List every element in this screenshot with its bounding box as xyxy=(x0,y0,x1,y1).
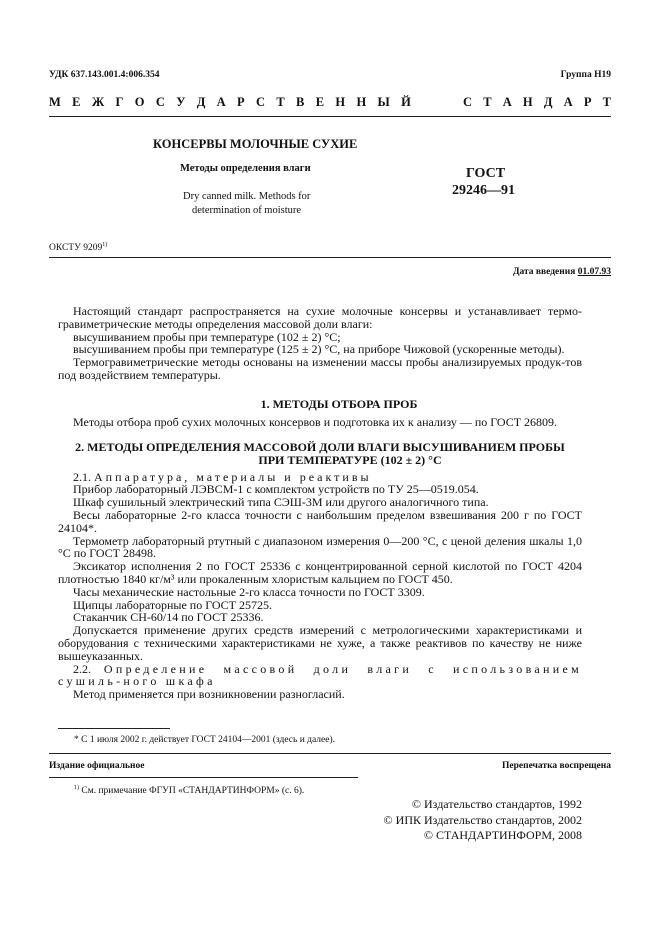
banner_left-letter: А xyxy=(216,95,226,109)
banner_right-letter: Н xyxy=(522,95,533,109)
subsection-2-1-number: 2.1. xyxy=(73,469,91,484)
banner_right-letter: С xyxy=(463,95,473,109)
equipment-list xyxy=(58,483,582,662)
equipment-item: Шкаф сушильный электрический типа СЭШ-3М или другого аналогичного типа. xyxy=(73,495,489,510)
section-2-heading-line-2: ПРИ ТЕМПЕРАТУРЕ (102 ± 2) °С xyxy=(258,452,442,467)
equipment-item: Прибор лабораторный ЛЭВСМ-1 с комплектом устройств по ТУ 25—0519.054. xyxy=(73,482,479,497)
subsection-2-1-title: Аппаратура, материалы и реактивы xyxy=(94,469,372,484)
intro-paragraph-4: Термогравиметрические методы основаны на изменении массы пробы анализируемых продук-тов под воздействием температуры. xyxy=(58,355,582,382)
english-title-line-2: determination of moisture xyxy=(192,205,302,216)
equipment-item: Щипцы лабораторные по ГОСТ 25725. xyxy=(73,597,272,612)
footer-note-mark: 1) xyxy=(74,785,79,791)
banner_left-letter: Д xyxy=(196,95,206,109)
standard-title: КОНСЕРВЫ МОЛОЧНЫЕ СУХИЕ xyxy=(153,137,358,151)
official-edition: Издание официальное xyxy=(49,761,145,771)
banner_right-letter: Т xyxy=(602,95,611,109)
banner_left-letter: М xyxy=(49,95,61,109)
equipment-item: Весы лабораторные 2-го класса точности с наибольшим пределом взвешивания 200 г по ГОСТ 24104*. xyxy=(58,507,582,535)
banner_left-letter: С xyxy=(155,95,165,109)
intro-paragraph-3: высушиванием пробы при температуре (125 ± 2) °С, на приборе Чижовой (ускоренные методы). xyxy=(73,342,565,357)
footnote-separator xyxy=(58,728,170,729)
okstu-code xyxy=(49,242,107,253)
section-1 xyxy=(58,398,582,429)
banner_left-letter: О xyxy=(134,95,145,109)
section-1-heading: 1. МЕТОДЫ ОТБОРА ПРОБ xyxy=(260,397,418,411)
banner_left-letter: С xyxy=(256,95,266,109)
group-code: Группа Н19 xyxy=(560,70,611,80)
footer-note xyxy=(74,785,304,796)
section-2-heading-line-1: 2. МЕТОДЫ ОПРЕДЕЛЕНИЯ МАССОВОЙ ДОЛИ ВЛАГИ ВЫСУШИВАНИЕМ ПРОБЫ xyxy=(75,440,565,454)
gost-number: 29246—91 xyxy=(452,183,515,198)
okstu-footnote-mark: 1) xyxy=(102,242,108,248)
subsection-2-2-title: Определение массовой доли влаги с использованием сушиль-ного шкафа xyxy=(58,661,582,689)
banner_left-letter: Н xyxy=(335,95,346,109)
header-rule xyxy=(49,116,611,117)
intro-paragraph-1: Настоящий стандарт распространяется на сухие молочные консервы и устанавливает термо-гравиметрические методы определения массовой доли влаги: xyxy=(58,304,582,331)
banner_left-letter: Е xyxy=(315,95,325,109)
okstu-label: ОКСТУ 9209 xyxy=(49,243,103,254)
banner-word-standard xyxy=(463,95,611,110)
okstu-rule xyxy=(49,257,611,258)
banner_left-letter: Т xyxy=(276,95,285,109)
banner_right-letter: А xyxy=(563,95,573,109)
banner_left-letter: Е xyxy=(72,95,81,109)
footnote-gost-24104: * С 1 июля 2002 г. действует ГОСТ 24104—2001 (здесь и далее). xyxy=(74,735,336,745)
equipment-item: Допускается применение других средств измерений с метрологическими характеристиками и оборудования с техническими характеристиками не хуже, а также реактивов по качеству не ниже вышеуказанных. xyxy=(58,623,582,663)
introduction-date xyxy=(513,267,611,277)
banner_right-letter: Т xyxy=(483,95,492,109)
banner_right-letter: А xyxy=(502,95,512,109)
footer-note-text: См. примечание ФГУП «СТАНДАРТИНФОРМ» (с. 6). xyxy=(81,786,305,797)
reprint-prohibited: Перепечатка воспрещена xyxy=(501,761,611,771)
introduction-date-label: Дата введения xyxy=(512,267,576,277)
equipment-item: Часы механические настольные 2-го класса точности по ГОСТ 3309. xyxy=(73,584,425,599)
copyright-line: © ИПК Издательство стандартов, 2002 xyxy=(383,812,582,827)
intro-paragraph-2: высушиванием пробы при температуре (102 ± 2) °С; xyxy=(73,329,341,344)
equipment-item: Стаканчик СН-60/14 по ГОСТ 25336. xyxy=(73,610,264,625)
section-1-text: Методы отбора проб сухих молочных консервов и подготовка их к анализу — по ГОСТ 26809. xyxy=(73,414,558,429)
banner_left-letter: У xyxy=(176,95,186,109)
footer-note-rule xyxy=(49,777,358,778)
banner_left-letter: Ж xyxy=(91,95,105,109)
copyright-line: © Издательство стандартов, 1992 xyxy=(411,797,582,811)
banner_left-letter: Г xyxy=(115,95,124,109)
banner_left-letter: В xyxy=(296,95,305,109)
standard-subtitle: Методы определения влаги xyxy=(180,163,311,174)
banner_left-letter: Р xyxy=(237,95,245,109)
subsection-2-2-number: 2.2. xyxy=(73,661,91,676)
banner_right-letter: Р xyxy=(583,95,592,109)
banner_right-letter: Д xyxy=(543,95,553,109)
banner_left-letter: Й xyxy=(401,95,411,109)
section-2 xyxy=(58,441,582,701)
introduction xyxy=(58,305,582,382)
introduction-date-value: 01.07.93 xyxy=(577,267,611,277)
equipment-item: Термометр лабораторный ртутный с диапазоном измерения 0—200 °С, с ценой деления шкалы 1,0 °С по ГОСТ 28498. xyxy=(58,533,582,561)
banner_left-letter: Ы xyxy=(377,95,390,109)
gost-label: ГОСТ xyxy=(466,166,506,181)
subsection-2-2-text: Метод применяется при возникновении разногласий. xyxy=(73,687,345,702)
copyright-line: © СТАНДАРТИНФОРМ, 2008 xyxy=(423,828,582,842)
equipment-item: Эксикатор исполнения 2 по ГОСТ 25336 с концентрированной серной кислотой по ГОСТ 4204 плотностью 1840 кг/м³ или прокаленным хлористым кальцием по ГОСТ 450. xyxy=(58,559,582,586)
interstate-standard-banner xyxy=(49,95,611,110)
udk-code: УДК 637.143.001.4:006.354 xyxy=(49,70,160,80)
english-title-line-1: Dry canned milk. Methods for xyxy=(183,191,311,202)
banner-word-interstate xyxy=(49,95,411,110)
banner_left-letter: Н xyxy=(356,95,367,109)
copyright-block xyxy=(384,797,582,844)
footer-rule xyxy=(49,753,611,754)
subsection-2-2-heading xyxy=(58,663,582,689)
